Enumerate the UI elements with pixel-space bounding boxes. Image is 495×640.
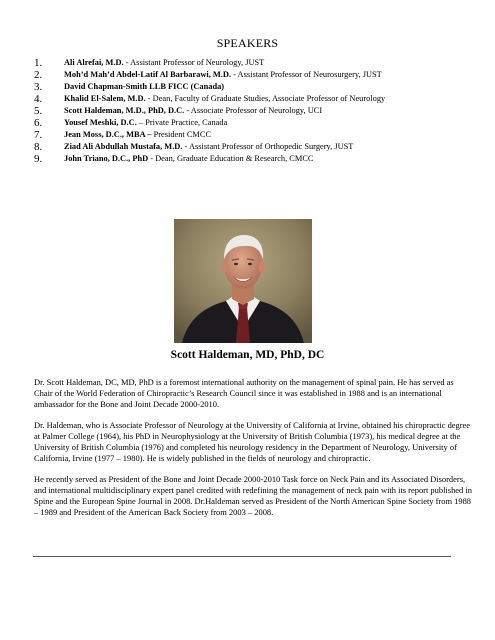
speaker-name: Scott Haldeman, M.D., PhD, D.C. <box>64 106 185 115</box>
speaker-number: 7. <box>34 129 43 141</box>
speaker-role: - Dean, Faculty of Graduate Studies, Associate Professor of Neurology <box>145 94 386 103</box>
bio-paragraph: Dr. Haldeman, who is Associate Professor of Neurology at the University of California at Irvine, obtained his chiropractic degree at Palmer College (1964), his PhD in Neurophysiology at the University of British Columbia (1973), his medical degree at the University of British Columbia (1976) and completed his neurology residency in the Department of Neurology, University of California, Irvine (1977 – 1980). He is widely published in the fields of neurology and chiropractic. <box>34 420 471 463</box>
bio-paragraph: Dr. Scott Haldeman, DC, MD, PhD is a foremost international authority on the management of spinal pain. He has served as Chair of the World Federation of Chiropractic’s Research Council since it was established in 1988 and is an international ambassador for the Bone and Joint Decade 2000-2010. <box>34 377 454 409</box>
speaker-item <box>34 117 484 129</box>
speaker-number: 2. <box>34 69 43 81</box>
speaker-number: 6. <box>34 117 43 129</box>
speaker-number: 8. <box>34 141 43 153</box>
speaker-name: Ziad Ali Abdullah Mustafa, M.D. <box>64 142 183 151</box>
horizontal-divider <box>33 556 451 557</box>
page-heading: SPEAKERS <box>216 36 279 50</box>
speaker-biography <box>34 377 474 528</box>
speaker-role: - Assistant Professor of Neurosurgery, JUST <box>231 70 382 79</box>
speaker-role: - Dean, Graduate Education & Research, CMCC <box>148 154 314 163</box>
speaker-name: John Triano, D.C., PhD <box>64 154 149 163</box>
speaker-number: 5. <box>34 105 43 117</box>
speaker-name: Moh’d Mah’d Abdel-Latif Al Barbarawi, M.D. <box>64 70 232 79</box>
speaker-role: - Assistant Professor of Orthopedic Surgery, JUST <box>182 142 354 151</box>
speaker-role: – Private Practice, Canada <box>136 118 228 127</box>
speaker-number: 4. <box>34 93 43 105</box>
speaker-item <box>34 81 484 93</box>
speaker-item <box>34 57 484 69</box>
speaker-number: 9. <box>34 153 43 165</box>
speaker-item <box>34 69 484 81</box>
speaker-role: - Associate Professor of Neurology, UCI <box>184 106 323 115</box>
bio-paragraph: He recently served as President of the Bone and Joint Decade 2000-2010 Task force on Neck Pain and its Associated Disorders, and international multidisciplinary expert panel credited with redefining the management of neck pain with its report published in Spine and the European Spine Journal in 2008. Dr.Haldeman served as President of the North American Spine Society from 1988 – 1989 and President of the American Back Society from 2003 – 2008. <box>34 474 472 517</box>
speaker-item <box>34 141 484 153</box>
speaker-portrait-photo <box>174 219 312 343</box>
speaker-list <box>34 57 484 165</box>
speaker-item <box>34 93 484 105</box>
speaker-role: - Assistant Professor of Neurology, JUST <box>123 58 265 67</box>
speaker-number: 3. <box>34 81 43 93</box>
speaker-item <box>34 153 484 165</box>
speaker-name: David Chapman-Smith LLB FICC (Canada) <box>64 82 225 91</box>
speaker-name: Jean Moss, D.C., MBA – <box>64 130 152 139</box>
speaker-name: Khalid El-Salem, M.D. <box>64 94 146 103</box>
speaker-item <box>34 105 484 117</box>
speaker-item <box>34 129 484 141</box>
speaker-name: Yousef Meshki, D.C. <box>64 118 137 127</box>
speaker-name: Ali Alrefai, M.D. <box>64 58 124 67</box>
speaker-role: President CMCC <box>151 130 212 139</box>
speaker-number: 1. <box>34 57 43 69</box>
photo-caption: Scott Haldeman, MD, PhD, DC <box>170 349 325 361</box>
